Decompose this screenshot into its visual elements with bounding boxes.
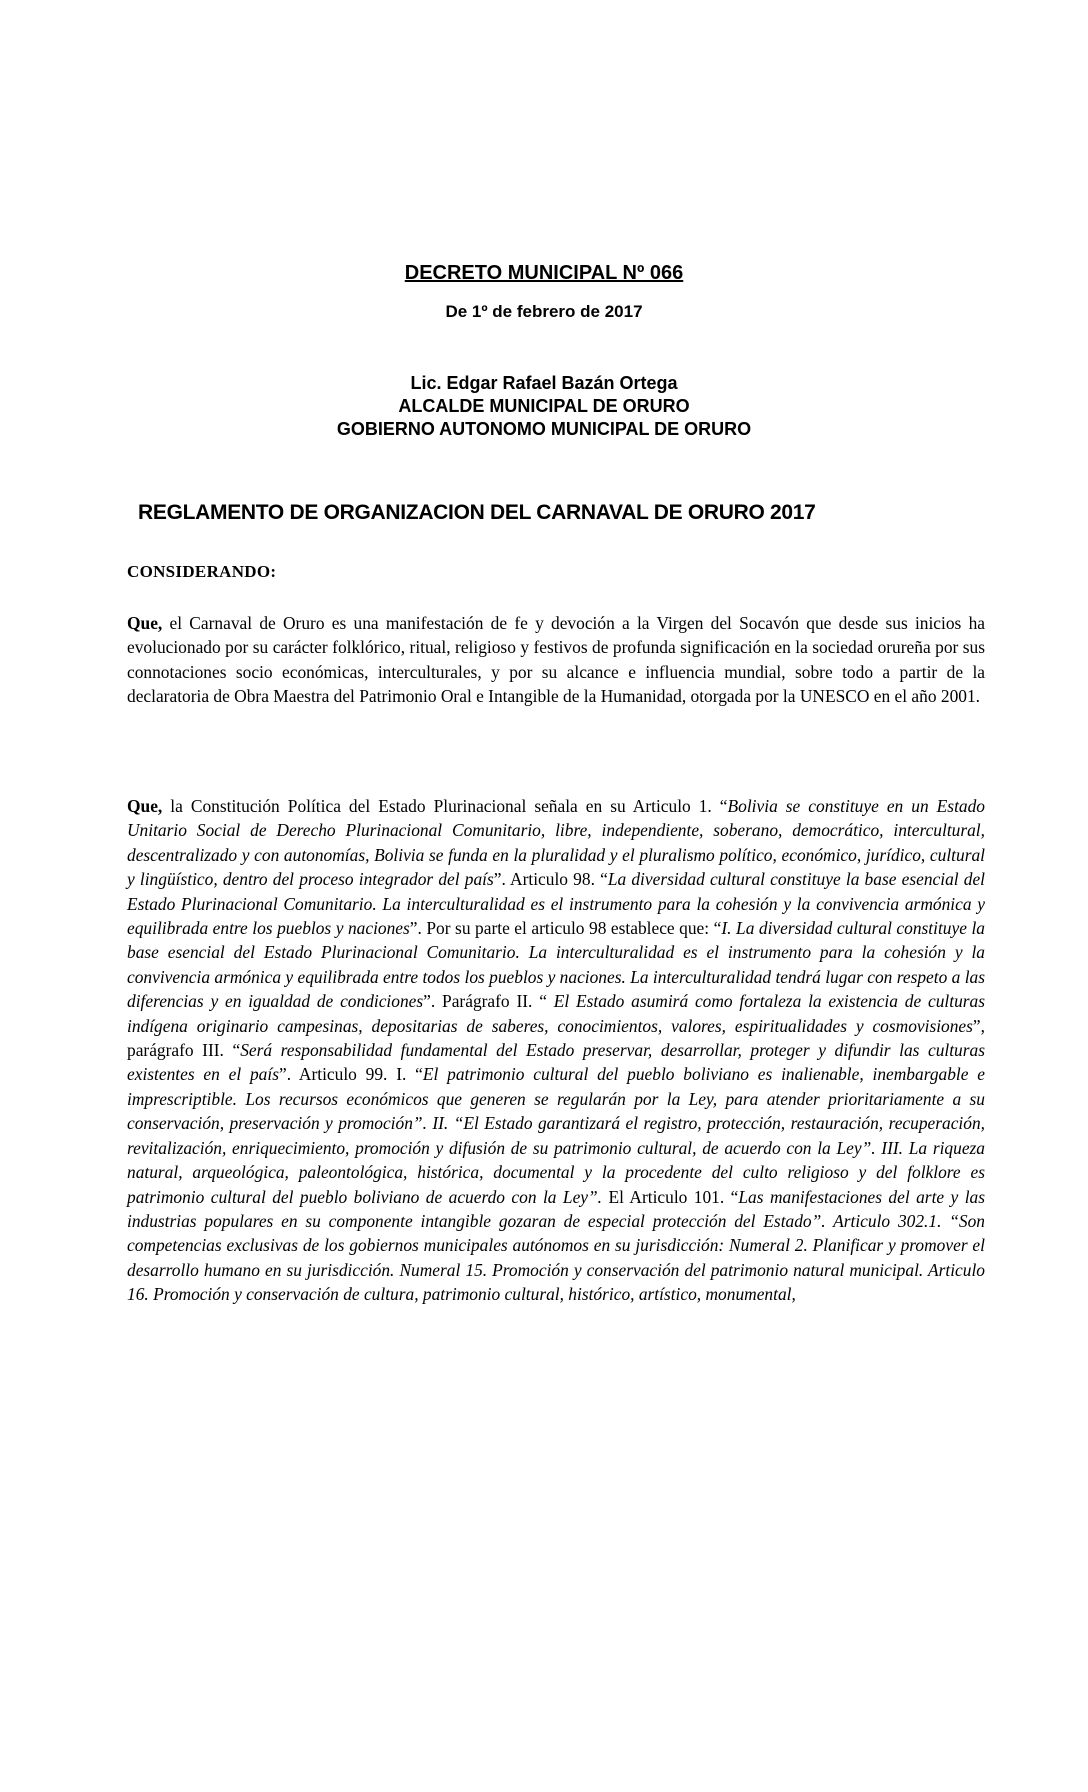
quoted-text: Será responsabilidad fundamental del Estado preservar, desarrollar, proteger y difundir las culturas existentes en el país	[127, 1040, 985, 1085]
considerando-heading: CONSIDERANDO:	[127, 562, 277, 581]
quoted-text: El patrimonio cultural del pueblo boliviano es inalienable, inembargable e imprescriptible. Los recursos económicos que generen se regularán por la Ley, para atender prioritariamente a su conservación, preservación y promoción”. II. “El Estado garantizará el registro, protección, restauración, recuperación, revitalización, enriquecimiento, promoción y difusión de su patrimonio cultural, de acuerdo con la Ley”. III. La riqueza natural, arqueológica, paleontológica, histórica, documental y la procedente del culto religioso y del folklore es patrimonio cultural del pueblo boliviano de acuerdo con la Ley”.	[127, 1064, 985, 1207]
quoted-text: La diversidad cultural constituye la base esencial del Estado Plurinacional Comunitario. La interculturalidad es el instrumento para la cohesión y la convivencia armónica y equilibrada entre los pueblos y naciones	[127, 869, 986, 939]
signer-name: Lic. Edgar Rafael Bazán Ortega	[410, 373, 678, 393]
paragraph-text: la Constitución Política del Estado Plurinacional señala en su Articulo 1. “	[162, 796, 728, 816]
paragraph-text: El Articulo 101. “	[602, 1186, 739, 1207]
paragraph-text: el Carnaval de Oruro es una manifestación de fe y devoción a la Virgen del Socavón que desde sus inicios ha evolucionado por su carácter folklórico, ritual, religioso y festivos de profunda significación en la sociedad orureña por sus connotaciones socio económicas, interculturales, y por su alcance e influencia mundial, sobre todo a partir de la declaratoria de Obra Maestra del Patrimonio Oral e Intangible de la Humanidad, otorgada por la UNESCO en el año 2001.	[127, 613, 985, 707]
paragraph-lead: Que,	[127, 613, 163, 633]
quoted-text: El Estado asumirá como fortaleza la existencia de culturas indígena originario campesinas, depositarias de saberes, conocimientos, valores, espiritualidades y cosmovisiones	[127, 991, 986, 1036]
paragraph-lead: Que,	[127, 796, 163, 816]
paragraph-text: ”. Articulo 98. “	[493, 869, 608, 890]
decree-date: De 1º de febrero de 2017	[445, 302, 643, 321]
regulation-title: REGLAMENTO DE ORGANIZACION DEL CARNAVAL DE ORURO 2017	[138, 501, 816, 524]
quoted-text: I. La diversidad cultural constituye la base esencial del Estado Plurinacional Comunitario. La interculturalidad es el instrumento para la cohesión y la convivencia armónica y equilibrada entre todos los pueblos y naciones. La interculturalidad tendrá lugar con respeto a las diferencias y en igualdad de condiciones	[127, 918, 985, 1012]
paragraph-text: ”. Articulo 99. I. “	[278, 1064, 423, 1085]
paragraph-text: ”. Por su parte el articulo 98 establece que: “	[409, 918, 722, 939]
signer-title: ALCALDE MUNICIPAL DE ORURO	[398, 396, 690, 416]
paragraph-que-1	[127, 611, 985, 709]
paragraph-text: ”, parágrafo III. “	[127, 1015, 985, 1061]
paragraph-que-2	[127, 794, 985, 1307]
decree-title: DECRETO MUNICIPAL Nº 066	[404, 262, 684, 284]
quoted-text: Bolivia se constituye en un Estado Unitario Social de Derecho Plurinacional Comunitario, libre, independiente, soberano, democrático, intercultural, descentralizado y con autonomías, Bolivia se funda en la pluralidad y el pluralismo político, económico, jurídico, cultural y lingüístico, dentro del proceso integrador del país	[127, 796, 985, 890]
paragraph-text: ”. Parágrafo II. “	[423, 991, 554, 1012]
signer-organization: GOBIERNO AUTONOMO MUNICIPAL DE ORURO	[336, 419, 752, 439]
quoted-text: Las manifestaciones del arte y las industrias populares en su componente intangible gozaran de especial protección del Estado”. Articulo 302.1. “Son competencias exclusivas de los gobiernos municipales autónomos en su jurisdicción: Numeral 2. Planificar y promover el desarrollo humano en su jurisdicción. Numeral 15. Promoción y conservación del patrimonio natural municipal. Articulo 16. Promoción y conservación de cultura, patrimonio cultural, histórico, artístico, monumental,	[127, 1186, 985, 1305]
